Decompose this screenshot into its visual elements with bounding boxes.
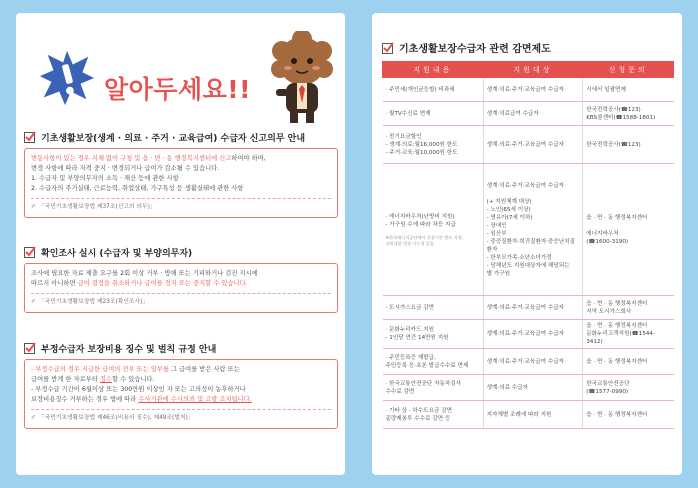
cell-line: · 도시가스요금 감면 bbox=[385, 304, 435, 311]
table-row bbox=[383, 401, 674, 429]
cell-line: 종량제봉투 수수료 감면 등 bbox=[385, 415, 451, 422]
table-cell bbox=[583, 78, 674, 102]
cell-line: (☎1577-0990) bbox=[586, 388, 629, 395]
cell-line: · 문화누리카드 지원 bbox=[385, 327, 435, 333]
table-cell bbox=[383, 320, 484, 349]
cell-line: 한국교통안전공단 bbox=[586, 380, 630, 387]
mascot-illustration bbox=[266, 31, 338, 126]
checkbox-icon bbox=[24, 246, 36, 258]
cell-line: (☎1600-3190) bbox=[586, 238, 629, 245]
table-cell bbox=[583, 102, 674, 126]
cell-line: 한국전력공사(☎123) bbox=[586, 106, 641, 113]
column-header: 신청문의 bbox=[583, 62, 674, 78]
cell-line: 한국전력공사(☎123) bbox=[586, 141, 641, 148]
cell-line: · 한국교통안전공단 자동차검사 bbox=[385, 380, 462, 387]
body-line: - 부정수급의 경우 지급한 급여의 전부 또는 일부를 그 급여를 받은 사람 또는 bbox=[31, 366, 240, 373]
cell-line: 읍 · 면 · 동 행정복지센터 bbox=[586, 411, 648, 418]
table-cell bbox=[383, 78, 484, 102]
body-text: 하여야 하며, bbox=[231, 155, 266, 162]
section-body bbox=[24, 148, 338, 218]
section-heading bbox=[24, 245, 338, 259]
cell-note: ※한국에너지공단에서 신청기간 별도 지정, 지원대상 변경 가능성 있음. bbox=[385, 234, 464, 246]
cell-line: 생계·의료·주거·교육급여 수급자 bbox=[486, 86, 564, 93]
cell-line: KBS콜센터(☎1588-1801) bbox=[586, 114, 656, 121]
column-header: 지원내용 bbox=[383, 62, 484, 78]
table-cell bbox=[483, 296, 583, 320]
table-cell bbox=[383, 375, 484, 401]
cell-line: - 가구원 수에 따라 차등 지급 bbox=[385, 221, 456, 228]
table-row bbox=[383, 164, 674, 296]
cell-line: - 주거·교육:월10,000원 한도 bbox=[385, 149, 458, 156]
column-header: 지원대상 bbox=[483, 62, 583, 78]
cell-line: 생계·의료·주거·교육급여 수급자 bbox=[486, 182, 564, 189]
exclamation-burst-icon bbox=[38, 49, 96, 107]
table-cell bbox=[483, 126, 583, 164]
cell-line: - 당해년도 지원대상자에 해당되는 bbox=[486, 262, 570, 269]
hero-title: 알아두세요!! bbox=[104, 75, 252, 104]
page-title: 기초생활보장수급자 관련 감면제도 bbox=[382, 40, 551, 55]
law-reference: ✐ 「국민기초생활보장법 제37조(신고의 의무)」 bbox=[31, 198, 331, 212]
table-cell bbox=[483, 102, 583, 126]
table-cell bbox=[583, 320, 674, 349]
highlight-text: 급여 결정을 취소하거나 급여를 정지 또는 중지할 수 있습니다. bbox=[77, 280, 248, 287]
table-cell bbox=[483, 164, 583, 296]
cell-line: - 장애인 bbox=[486, 222, 507, 229]
table-cell bbox=[583, 349, 674, 375]
body-line: 2. 수급자의 주거실태, 근로능력, 취업상태, 가구특성 등 생활실태에 관한 사항 bbox=[31, 185, 244, 192]
section-body bbox=[24, 263, 338, 313]
hero bbox=[16, 13, 345, 128]
body-line: 조사에 필요한 자료 제출 요구를 2회 이상 거부 · 방해 또는 기피하거나 검진 지시에 bbox=[31, 270, 258, 277]
cell-line: - 생계·의료:월16,000원 한도 bbox=[385, 141, 458, 148]
reduction-table bbox=[382, 61, 674, 429]
table-cell bbox=[483, 375, 583, 401]
table-cell bbox=[383, 401, 484, 429]
table-cell bbox=[383, 164, 484, 296]
section-title: 기초생활보장(생계 · 의료 · 주거 · 교육급여) 수급자 신고의무 안내 bbox=[41, 133, 306, 144]
cell-line: 읍 · 면 · 동 행정복지센터 bbox=[586, 214, 648, 221]
section-reporting-duty bbox=[24, 130, 338, 218]
table-row bbox=[383, 102, 674, 126]
right-page bbox=[372, 13, 682, 475]
body-line: 급여를 받게 한 자로부터 징수할 수 있습니다. bbox=[31, 376, 155, 383]
body-line bbox=[31, 154, 331, 164]
cell-line: - 1인당 연간 14만원 지원 bbox=[385, 335, 449, 341]
cell-line: 시에서 일괄면제 bbox=[586, 86, 626, 93]
body-line: 변경 사항에 따라 자격 중지 · 변경되거나 급여가 감소될 수 있습니다. bbox=[31, 165, 220, 172]
table-cell bbox=[583, 164, 674, 296]
cell-line: 생계·의료·주거·교육급여 수급자 bbox=[486, 304, 564, 311]
cell-line: 별 가구원 bbox=[486, 270, 511, 277]
section-heading bbox=[24, 341, 338, 355]
body-line: 보장비용징수 거부하는 경우 법에 따라 수사기관에 수사의뢰 및 고발 조치됩니다. bbox=[31, 396, 252, 403]
cell-line: · 전기요금할인 bbox=[385, 133, 422, 140]
table-cell bbox=[383, 102, 484, 126]
cell-line: 에너지바우처 bbox=[586, 230, 619, 237]
table-cell bbox=[583, 126, 674, 164]
table-cell bbox=[583, 375, 674, 401]
cell-line: - 영유아(7세 이하) bbox=[486, 214, 533, 221]
cell-line: 지역 도시가스회사 bbox=[586, 308, 632, 315]
table-cell bbox=[483, 401, 583, 429]
cell-line: 읍 · 면 · 동 행정복지센터 bbox=[586, 300, 648, 307]
cell-line: 지자체별 조례에 따라 지원 bbox=[486, 411, 552, 418]
section-title: 부정수급자 보장비용 징수 및 벌칙 규정 안내 bbox=[41, 344, 217, 355]
cell-line: 주민등록 등·초본 발급수수료 면제 bbox=[385, 362, 469, 369]
table-cell bbox=[383, 296, 484, 320]
table-row bbox=[383, 296, 674, 320]
left-page bbox=[16, 13, 345, 475]
table-cell bbox=[383, 349, 484, 375]
section-verification bbox=[24, 245, 338, 313]
table-row bbox=[383, 349, 674, 375]
table-cell bbox=[383, 126, 484, 164]
section-title: 확인조사 실시 (수급자 및 부양의무자) bbox=[41, 248, 193, 259]
cell-line: 읍 · 면 · 동 행정복지센터 bbox=[586, 323, 648, 329]
cell-line: 생계·의료급여 수급자 bbox=[486, 110, 539, 117]
cell-line: 수수료 감면 bbox=[385, 388, 415, 395]
law-reference: ✐ 「국민기초생활보장법 제46조(비용의 징수), 제49조(벌칙)」 bbox=[31, 409, 331, 423]
cell-line bbox=[487, 190, 580, 198]
body-line: - 부정수급 기간이 6월이상 또는 300만원 이상인 자 또는 고의성이 농후하거나 bbox=[31, 386, 246, 393]
cell-line: 생계·의료·주거·교육급여 수급자 bbox=[486, 331, 564, 337]
section-heading bbox=[24, 130, 338, 144]
law-reference: ✐ 「국민기초생활보장법 제23조(확인조사)」 bbox=[31, 293, 331, 307]
checkbox-icon bbox=[24, 131, 36, 143]
cell-line: · 에너지바우처(난방비 지원) bbox=[385, 213, 455, 220]
table-cell bbox=[583, 296, 674, 320]
table-cell bbox=[483, 78, 583, 102]
section-fraud-penalty bbox=[24, 341, 338, 429]
cell-line: · 주민등록증 재발급, bbox=[385, 354, 436, 361]
cell-line: · 기타 상 · 하수도요금 감면 bbox=[385, 407, 452, 414]
body-line: 따르지 아니하면 급여 결정을 취소하거나 급여를 정지 또는 중지할 수 있습니다. bbox=[31, 280, 248, 287]
table-cell bbox=[483, 320, 583, 349]
cell-line bbox=[586, 222, 670, 230]
cell-line: - 한부모가족·소년소녀가정 bbox=[486, 254, 552, 261]
body-line: 1. 수급자 및 부양의무자의 소득 · 재산 등에 관한 사항 bbox=[31, 175, 179, 182]
cell-line: · 주민세(개인균등할) 비과세 bbox=[385, 86, 455, 93]
cell-line: - 임산부 bbox=[486, 230, 507, 237]
cell-line: (+ 지원체계 대상) bbox=[486, 198, 532, 205]
cell-line: 생계·의료·주거·교육급여 수급자 bbox=[486, 358, 564, 365]
cell-line: · 월TV수신료 면제 bbox=[385, 110, 431, 117]
table-row bbox=[383, 78, 674, 102]
table-header-row bbox=[383, 62, 674, 78]
cell-line: - 중증질환자·희귀질환자·중증난치질환자 bbox=[486, 238, 576, 253]
table-row bbox=[383, 320, 674, 349]
highlight-text: 변동사항이 있는 경우 지체 없이 구청 및 읍 · 면 · 동 행정복지센터에 신고 bbox=[31, 155, 232, 162]
cell-line: 읍 · 면 · 동 행정복지센터 bbox=[586, 358, 648, 365]
table-row bbox=[383, 375, 674, 401]
cell-line: 생계·의료·주거·교육급여 수급자 bbox=[486, 141, 564, 148]
cell-line: 생계·의료 수급자 bbox=[486, 384, 529, 391]
table-row bbox=[383, 126, 674, 164]
section-body bbox=[24, 359, 338, 429]
table-cell bbox=[583, 401, 674, 429]
cell-line: - 노인(65세 이상) bbox=[486, 206, 531, 213]
checkbox-icon bbox=[24, 342, 36, 354]
cell-line: 문화누리고객지원(☎1544-3412) bbox=[586, 331, 655, 345]
table-cell bbox=[483, 349, 583, 375]
checkbox-icon bbox=[382, 42, 394, 54]
